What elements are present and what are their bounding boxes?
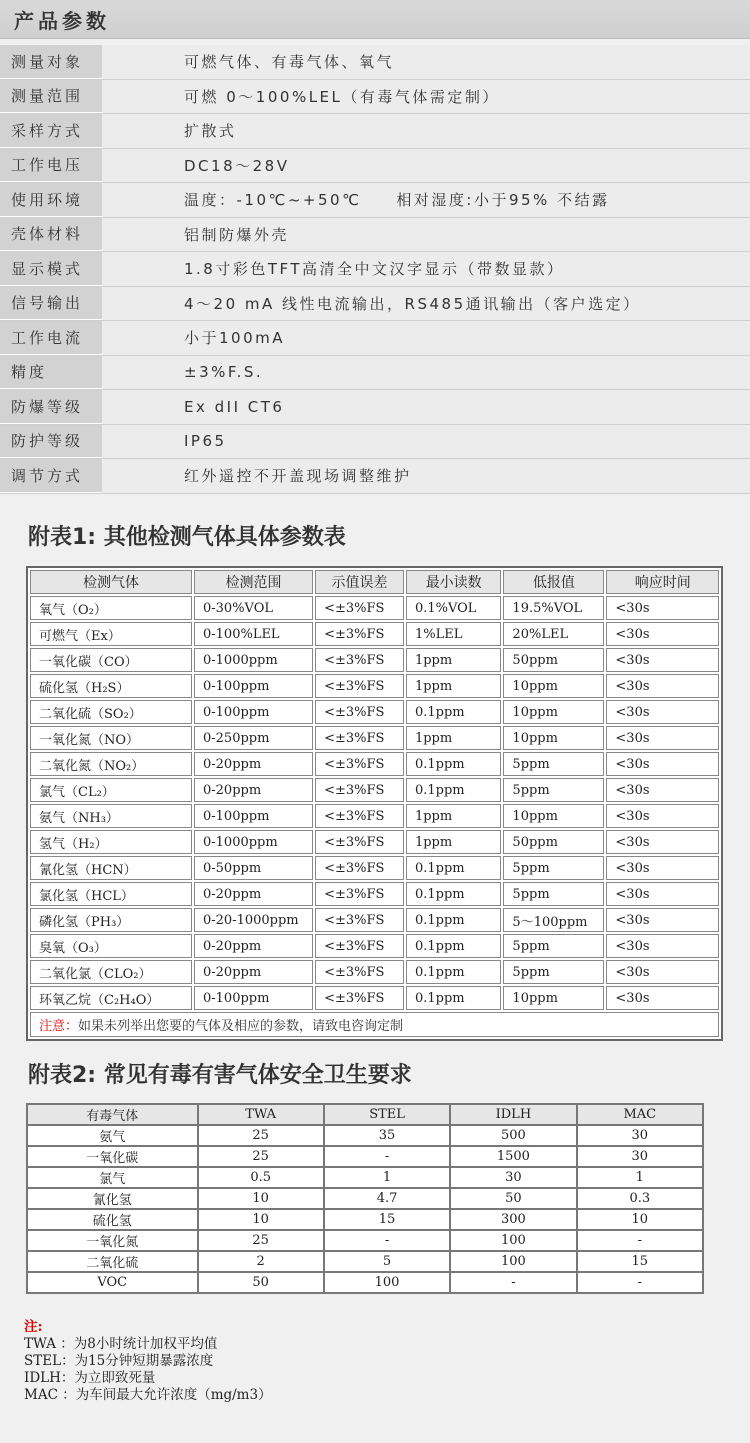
table-cell: <±3%FS — [315, 934, 404, 958]
table-cell: - — [324, 1230, 450, 1251]
table-cell: 0-1000ppm — [194, 830, 313, 854]
note-line: TWA ：为8小时统计加权平均值 — [24, 1336, 218, 1352]
table-cell: 10ppm — [503, 804, 604, 828]
table-cell: 4.7 — [324, 1188, 450, 1209]
table-cell: 5ppm — [503, 778, 604, 802]
table-header-cell: 有毒气体 — [27, 1104, 198, 1125]
spec-row — [0, 321, 750, 356]
table-cell: 0-100ppm — [194, 700, 313, 724]
table-cell: 100 — [450, 1251, 576, 1272]
table-cell: <30s — [606, 596, 719, 620]
spec-value: Ex dII CT6 — [184, 397, 285, 416]
table-row — [30, 778, 719, 802]
table-header-cell: STEL — [324, 1104, 450, 1125]
table-cell: 一氧化氮（NO） — [30, 726, 192, 750]
table-cell: 0.1ppm — [406, 934, 501, 958]
table2-title: 附表2: 常见有毒有害气体安全卫生要求 — [28, 1063, 412, 1088]
spec-label: 使用环境 — [0, 183, 102, 217]
table-cell: - — [577, 1230, 703, 1251]
spec-label: 测量对象 — [0, 45, 102, 79]
table-row — [27, 1188, 703, 1209]
table-cell: 5ppm — [503, 882, 604, 906]
table-cell: 二氧化氮（NO₂） — [30, 752, 192, 776]
table-cell: <±3%FS — [315, 648, 404, 672]
table-cell: 0.1ppm — [406, 752, 501, 776]
spec-value: 铝制防爆外壳 — [184, 225, 290, 244]
table-cell: 0.1ppm — [406, 986, 501, 1010]
table-cell: 氧气（O₂） — [30, 596, 192, 620]
table-cell: 一氧化碳（CO） — [30, 648, 192, 672]
table-cell: 可燃气（Ex） — [30, 622, 192, 646]
table2-container — [26, 1103, 704, 1294]
table-cell: 二氧化硫（SO₂） — [30, 700, 192, 724]
table-cell: 0-1000ppm — [194, 648, 313, 672]
table-cell: <30s — [606, 908, 719, 932]
table-row — [27, 1251, 703, 1272]
table-cell: <30s — [606, 700, 719, 724]
table-header-cell: 检测范围 — [194, 570, 313, 594]
table-cell: 0.1ppm — [406, 882, 501, 906]
spec-value: DC18～28V — [184, 156, 290, 175]
spec-row — [0, 183, 750, 218]
spec-row — [0, 252, 750, 287]
table-cell: 0-100ppm — [194, 986, 313, 1010]
spec-label: 工作电压 — [0, 149, 102, 183]
table-cell: 氢气（H₂） — [30, 830, 192, 854]
table-cell: <±3%FS — [315, 778, 404, 802]
table-cell: <30s — [606, 934, 719, 958]
table-cell: <±3%FS — [315, 622, 404, 646]
table-cell: <30s — [606, 830, 719, 854]
table-row — [30, 986, 719, 1010]
table-cell: 1ppm — [406, 804, 501, 828]
table-cell: 0-20ppm — [194, 960, 313, 984]
table-header-cell: TWA — [198, 1104, 324, 1125]
table-cell: 25 — [198, 1230, 324, 1251]
table-header-cell: IDLH — [450, 1104, 576, 1125]
spec-row — [0, 425, 750, 460]
table-cell: 5ppm — [503, 752, 604, 776]
table-cell: 臭氧（O₃） — [30, 934, 192, 958]
spec-value: ±3%F.S. — [184, 363, 264, 382]
table-cell: 50ppm — [503, 830, 604, 854]
spec-label: 测量范围 — [0, 80, 102, 114]
table-row — [30, 700, 719, 724]
table-cell: <±3%FS — [315, 700, 404, 724]
table1-note — [30, 1012, 719, 1037]
table-cell: <30s — [606, 622, 719, 646]
table-cell: 二氧化硫 — [27, 1251, 198, 1272]
notes-title: 注: — [24, 1319, 43, 1335]
spec-value: 可燃 0～100%LEL（有毒气体需定制） — [184, 87, 500, 106]
spec-row — [0, 218, 750, 253]
table-cell: 0.1ppm — [406, 856, 501, 880]
spec-row — [0, 80, 750, 115]
table-cell: VOC — [27, 1272, 198, 1293]
table-cell: <±3%FS — [315, 830, 404, 854]
table-cell: 0.1ppm — [406, 908, 501, 932]
spec-label: 精度 — [0, 356, 102, 390]
table-cell: 25 — [198, 1146, 324, 1167]
table-cell: <30s — [606, 778, 719, 802]
table-cell: 15 — [324, 1209, 450, 1230]
table-header-cell: MAC — [577, 1104, 703, 1125]
table-cell: <±3%FS — [315, 908, 404, 932]
spec-value: 小于100mA — [184, 329, 286, 348]
table-cell: 0-100%LEL — [194, 622, 313, 646]
table-header-cell: 最小读数 — [406, 570, 501, 594]
spec-row — [0, 287, 750, 322]
note-text: 如果未列举出您要的气体及相应的参数，请致电咨询定制 — [78, 1019, 404, 1034]
table-cell: 0-50ppm — [194, 856, 313, 880]
table-cell: - — [450, 1272, 576, 1293]
notes-block — [24, 1319, 272, 1404]
table-cell: 0-20-1000ppm — [194, 908, 313, 932]
table-header-cell: 检测气体 — [30, 570, 192, 594]
table-row — [30, 596, 719, 620]
table-header-cell: 响应时间 — [606, 570, 719, 594]
table-cell: <30s — [606, 674, 719, 698]
table-header-cell: 低报值 — [503, 570, 604, 594]
table-cell: <30s — [606, 804, 719, 828]
spec-label: 防爆等级 — [0, 390, 102, 424]
table-cell: 15 — [577, 1251, 703, 1272]
table-cell: 50 — [198, 1272, 324, 1293]
table-header-cell: 示值误差 — [315, 570, 404, 594]
spec-value: 可燃气体、有毒气体、氧气 — [184, 53, 395, 72]
table-cell: 10ppm — [503, 674, 604, 698]
table-cell: <30s — [606, 882, 719, 906]
spec-label: 壳体材料 — [0, 218, 102, 252]
table-row — [30, 648, 719, 672]
table-cell: 硫化氢（H₂S） — [30, 674, 192, 698]
table-cell: 19.5%VOL — [503, 596, 604, 620]
table-cell: <30s — [606, 986, 719, 1010]
table-cell: 0.3 — [577, 1188, 703, 1209]
table-row — [30, 934, 719, 958]
table-cell: 300 — [450, 1209, 576, 1230]
spec-row — [0, 114, 750, 149]
table-cell: 1ppm — [406, 674, 501, 698]
table-row — [27, 1230, 703, 1251]
table-cell: 1%LEL — [406, 622, 501, 646]
table-cell: <30s — [606, 648, 719, 672]
table-cell: 1ppm — [406, 648, 501, 672]
table-cell: 氯气 — [27, 1167, 198, 1188]
spec-row — [0, 459, 750, 494]
table-cell: 1ppm — [406, 830, 501, 854]
spec-row — [0, 390, 750, 425]
table-cell: 5 — [324, 1251, 450, 1272]
spec-list — [0, 45, 750, 494]
table-cell: 2 — [198, 1251, 324, 1272]
table-cell: 0-100ppm — [194, 804, 313, 828]
table-cell: 0-20ppm — [194, 934, 313, 958]
table-cell: 0-20ppm — [194, 752, 313, 776]
note-line: MAC ：为车间最大允许浓度（mg/m3） — [24, 1387, 272, 1403]
table-cell: 一氧化氮 — [27, 1230, 198, 1251]
table-cell: 0-100ppm — [194, 674, 313, 698]
table-cell: <30s — [606, 726, 719, 750]
spec-row — [0, 356, 750, 391]
table-row — [27, 1167, 703, 1188]
table-cell: <30s — [606, 960, 719, 984]
table-cell: 氰化氢 — [27, 1188, 198, 1209]
table-cell: <±3%FS — [315, 726, 404, 750]
table-row — [27, 1125, 703, 1146]
table-row — [27, 1146, 703, 1167]
table-cell: 10ppm — [503, 726, 604, 750]
table-cell: 1 — [577, 1167, 703, 1188]
table-cell: 二氧化氯（CLO₂） — [30, 960, 192, 984]
table-cell: 1ppm — [406, 726, 501, 750]
table-cell: 氨气 — [27, 1125, 198, 1146]
table-cell: 25 — [198, 1125, 324, 1146]
table-cell: 500 — [450, 1125, 576, 1146]
table-cell: 环氧乙烷（C₂H₄O） — [30, 986, 192, 1010]
table-cell: 30 — [577, 1125, 703, 1146]
table-cell: 5ppm — [503, 934, 604, 958]
table-cell: 0.5 — [198, 1167, 324, 1188]
spec-label: 信号输出 — [0, 287, 102, 321]
table-cell: 50 — [450, 1188, 576, 1209]
table-cell: 0.1%VOL — [406, 596, 501, 620]
table-cell: 0.1ppm — [406, 778, 501, 802]
table-cell: 一氧化碳 — [27, 1146, 198, 1167]
table-row — [30, 726, 719, 750]
spec-row — [0, 149, 750, 184]
table-row — [30, 752, 719, 776]
toxic-gas-table — [26, 1103, 704, 1294]
table-row — [30, 830, 719, 854]
table-cell: 0-250ppm — [194, 726, 313, 750]
table1-title: 附表1: 其他检测气体具体参数表 — [28, 525, 346, 550]
table-cell: - — [577, 1272, 703, 1293]
table-cell: 100 — [324, 1272, 450, 1293]
table-row — [30, 908, 719, 932]
table-cell: <±3%FS — [315, 596, 404, 620]
table-cell: - — [324, 1146, 450, 1167]
table-cell: <±3%FS — [315, 960, 404, 984]
table-cell: 磷化氢（PH₃） — [30, 908, 192, 932]
table-cell: <30s — [606, 856, 719, 880]
note-prefix: 注意： — [39, 1019, 79, 1034]
table-cell: 0-20ppm — [194, 882, 313, 906]
table-row — [30, 960, 719, 984]
page-title: 产品参数 — [0, 0, 750, 39]
spec-label: 显示模式 — [0, 252, 102, 286]
spec-label: 调节方式 — [0, 459, 102, 493]
table-cell: 35 — [324, 1125, 450, 1146]
table-cell: 10ppm — [503, 986, 604, 1010]
table-cell: 100 — [450, 1230, 576, 1251]
table-row — [27, 1272, 703, 1293]
spec-value: 1.8寸彩色TFT高清全中文汉字显示（带数显款） — [184, 260, 565, 279]
spec-row — [0, 45, 750, 80]
spec-value: IP65 — [184, 432, 227, 451]
table-cell: 氯化氢（HCL） — [30, 882, 192, 906]
table-cell: 1 — [324, 1167, 450, 1188]
table-cell: <30s — [606, 752, 719, 776]
table-cell: 30 — [450, 1167, 576, 1188]
table-cell: 5ppm — [503, 856, 604, 880]
table-row — [27, 1209, 703, 1230]
gas-parameter-table — [28, 568, 721, 1012]
table-row — [30, 622, 719, 646]
table-cell: 50ppm — [503, 648, 604, 672]
table-cell: 氯气（CL₂） — [30, 778, 192, 802]
table-row — [30, 856, 719, 880]
table-cell: 0.1ppm — [406, 700, 501, 724]
spec-label: 防护等级 — [0, 425, 102, 459]
note-line: IDLH：为立即致死量 — [24, 1370, 156, 1386]
table-cell: <±3%FS — [315, 856, 404, 880]
table-cell: <±3%FS — [315, 882, 404, 906]
spec-value: 温度：-10℃~+50℃ 相对湿度:小于95% 不结露 — [184, 191, 610, 210]
table-cell: <±3%FS — [315, 986, 404, 1010]
table-cell: 20%LEL — [503, 622, 604, 646]
table-row — [30, 674, 719, 698]
table-cell: 1500 — [450, 1146, 576, 1167]
table-row — [30, 882, 719, 906]
table-cell: 氨气（NH₃） — [30, 804, 192, 828]
table-cell: 5～100ppm — [503, 908, 604, 932]
table-cell: 10ppm — [503, 700, 604, 724]
table-cell: 硫化氢 — [27, 1209, 198, 1230]
table-cell: 10 — [198, 1188, 324, 1209]
spec-value: 扩散式 — [184, 122, 237, 141]
table-cell: 10 — [577, 1209, 703, 1230]
table1-container — [26, 566, 723, 1041]
spec-label: 采样方式 — [0, 114, 102, 148]
note-line: STEL：为15分钟短期暴露浓度 — [24, 1353, 214, 1369]
table-cell: 30 — [577, 1146, 703, 1167]
spec-value: 4～20 mA 线性电流输出，RS485通讯输出（客户选定） — [184, 294, 641, 313]
table-cell: 5ppm — [503, 960, 604, 984]
spec-value: 红外遥控不开盖现场调整维护 — [184, 467, 412, 486]
table-cell: <±3%FS — [315, 674, 404, 698]
table-cell: 0.1ppm — [406, 960, 501, 984]
table-row — [30, 804, 719, 828]
table-cell: 0-30%VOL — [194, 596, 313, 620]
table-cell: <±3%FS — [315, 752, 404, 776]
table-cell: 氰化氢（HCN） — [30, 856, 192, 880]
table-cell: 10 — [198, 1209, 324, 1230]
spec-label: 工作电流 — [0, 321, 102, 355]
table-cell: 0-20ppm — [194, 778, 313, 802]
table-cell: <±3%FS — [315, 804, 404, 828]
